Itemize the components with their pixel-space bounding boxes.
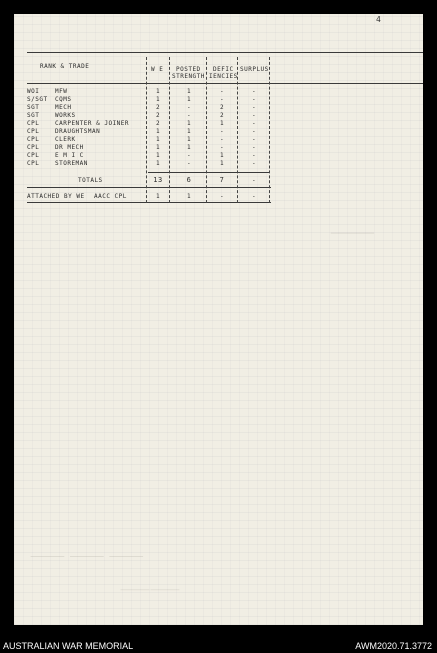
row-defic: - [219, 128, 225, 135]
attached-bottom-rule [27, 202, 271, 203]
row-rank: CPL [27, 128, 40, 135]
attached-posted: 1 [186, 193, 192, 200]
row-rank: CPL [27, 160, 40, 167]
row-we: 2 [155, 120, 161, 127]
totals-defic: 7 [219, 176, 225, 184]
row-we: 1 [155, 160, 161, 167]
row-surplus: - [251, 136, 257, 143]
row-defic: 1 [219, 120, 225, 127]
header-iencies: IENCIES [209, 73, 238, 80]
row-rank: SGT [27, 112, 40, 119]
bleed-through-mark: ⸻ [330, 222, 375, 243]
row-rank: CPL [27, 136, 40, 143]
row-we: 1 [155, 152, 161, 159]
row-we: 1 [155, 144, 161, 151]
row-defic: - [219, 96, 225, 103]
row-trade: E M I C [55, 152, 84, 159]
row-rank: SGT [27, 104, 40, 111]
header-rule [27, 83, 423, 84]
row-trade: DR MECH [55, 144, 84, 151]
column-divider [269, 57, 270, 203]
row-posted: - [186, 152, 192, 159]
row-we: 1 [155, 96, 161, 103]
row-surplus: - [251, 152, 257, 159]
row-rank: CPL [27, 120, 40, 127]
attached-defic: - [219, 193, 225, 200]
attached-label: ATTACHED BY WE [27, 193, 85, 200]
row-trade: MECH [55, 104, 72, 111]
row-posted: 1 [186, 96, 192, 103]
row-surplus: - [251, 96, 257, 103]
attached-rank: AACC CPL [94, 193, 127, 200]
header-strength: STRENGTH [172, 73, 205, 80]
bleed-through-mark: ⸻⸻ [120, 582, 180, 596]
footer-accession-number: AWM2020.71.3772 [355, 641, 432, 651]
row-surplus: - [251, 144, 257, 151]
row-we: 1 [155, 128, 161, 135]
row-rank: CPL [27, 144, 40, 151]
header-rank-trade: RANK & TRADE [40, 63, 90, 70]
row-trade: WORKS [55, 112, 76, 119]
row-posted: - [186, 112, 192, 119]
footer-bar [0, 640, 437, 653]
row-defic: - [219, 88, 225, 95]
row-posted: 1 [186, 120, 192, 127]
row-surplus: - [251, 128, 257, 135]
row-surplus: - [251, 112, 257, 119]
column-divider [206, 57, 207, 203]
row-trade: DRAUGHTSMAN [55, 128, 101, 135]
row-defic: 2 [219, 104, 225, 111]
attached-we: 1 [155, 193, 161, 200]
row-defic: 1 [219, 152, 225, 159]
header-surplus: SURPLUS [240, 66, 269, 73]
row-posted: - [186, 160, 192, 167]
row-surplus: - [251, 160, 257, 167]
row-we: 1 [155, 136, 161, 143]
header-we: W E [151, 66, 164, 73]
totals-top-rule [148, 172, 270, 173]
header-defic: DEFIC [213, 66, 234, 73]
row-defic: - [219, 144, 225, 151]
row-posted: - [186, 104, 192, 111]
row-surplus: - [251, 104, 257, 111]
header-posted: POSTED [176, 66, 201, 73]
row-we: 2 [155, 112, 161, 119]
row-rank: WOI [27, 88, 40, 95]
row-trade: CQMS [55, 96, 72, 103]
column-divider [146, 57, 147, 203]
row-posted: 1 [186, 136, 192, 143]
row-defic: 2 [219, 112, 225, 119]
row-surplus: - [251, 120, 257, 127]
row-trade: CARPENTER & JOINER [55, 120, 130, 127]
page-number: 4 [376, 15, 381, 24]
row-we: 2 [155, 104, 161, 111]
row-posted: 1 [186, 88, 192, 95]
row-posted: 1 [186, 144, 192, 151]
totals-surplus: - [251, 177, 257, 184]
footer-institution: AUSTRALIAN WAR MEMORIAL [3, 641, 134, 651]
row-defic: 1 [219, 160, 225, 167]
row-rank: CPL [27, 152, 40, 159]
row-surplus: - [251, 88, 257, 95]
totals-posted: 6 [186, 176, 192, 184]
row-trade: STOREMAN [55, 160, 88, 167]
table-top-rule [27, 52, 423, 53]
row-posted: 1 [186, 128, 192, 135]
column-divider [169, 57, 170, 203]
row-defic: - [219, 136, 225, 143]
bleed-through-mark: ⸻ ⸻ ⸻ [30, 548, 144, 564]
totals-bottom-rule [27, 187, 271, 188]
row-rank: S/SGT [27, 96, 48, 103]
row-trade: CLERK [55, 136, 76, 143]
totals-we: 13 [153, 176, 163, 184]
totals-label: TOTALS [78, 177, 103, 184]
row-we: 1 [155, 88, 161, 95]
attached-surplus: - [251, 193, 257, 200]
row-trade: MFW [55, 88, 68, 95]
